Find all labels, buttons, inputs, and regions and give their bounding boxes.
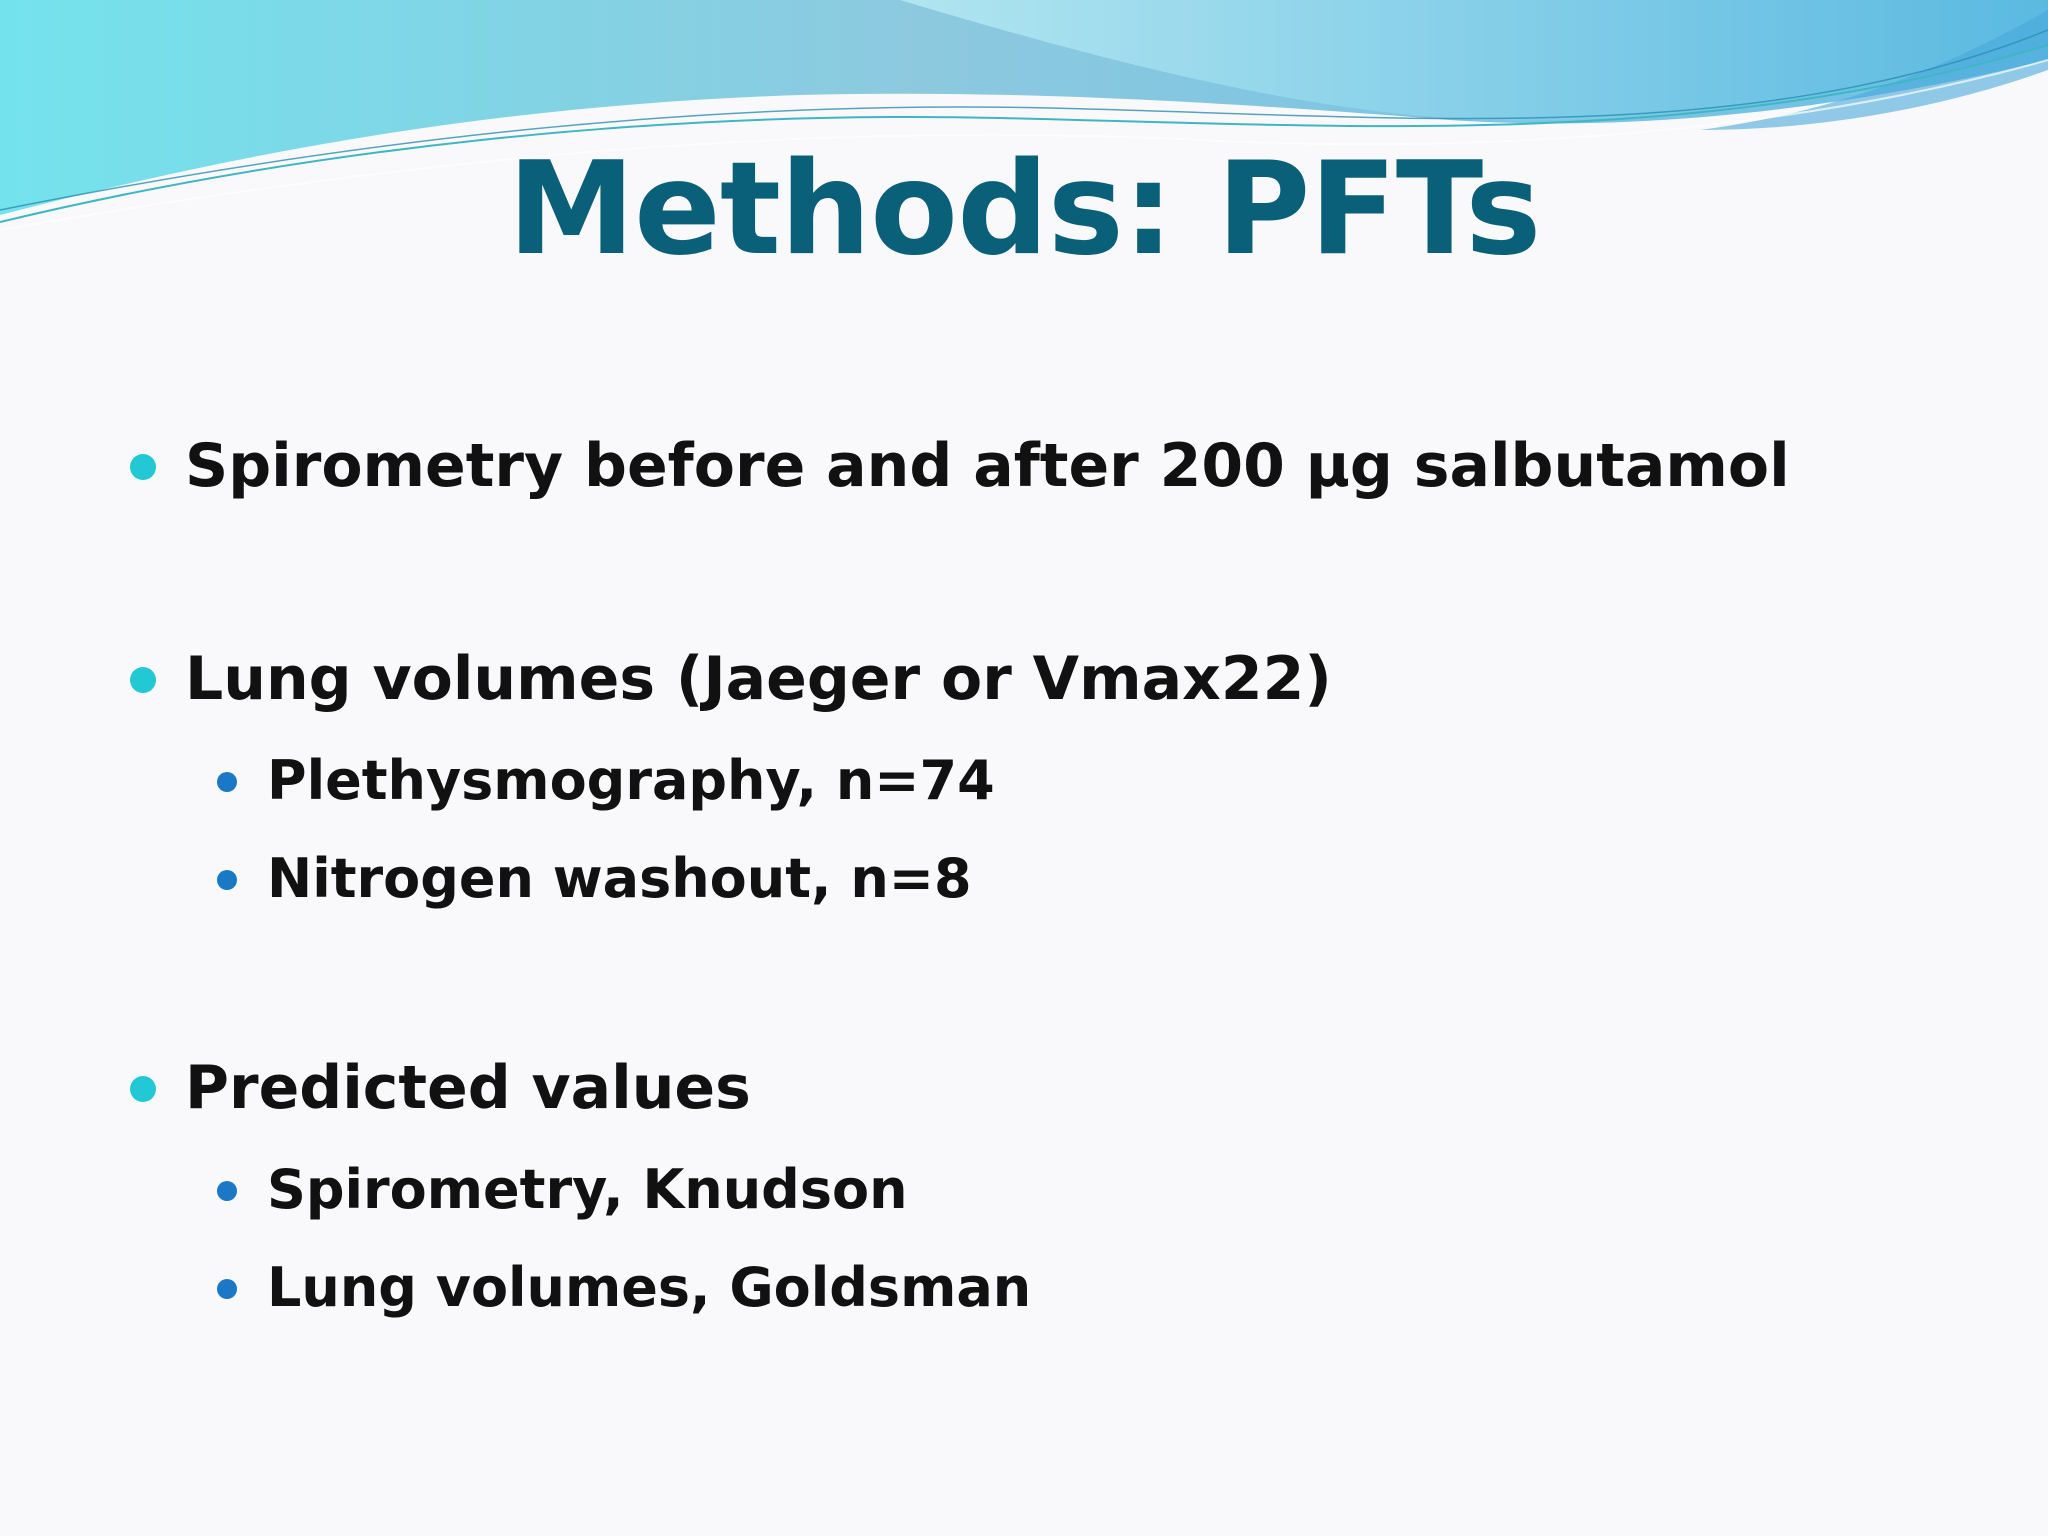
sub-bullet-item — [267, 748, 995, 814]
bullet-item — [185, 430, 1790, 502]
bullet-text: Spirometry before and after 200 µg salbutamol — [185, 431, 1790, 501]
sub-bullet-dot-icon — [217, 1279, 237, 1299]
bullet-dot-icon — [130, 1076, 156, 1102]
bullet-item — [185, 1052, 751, 1124]
sub-bullet-text: Plethysmography, n=74 — [267, 749, 995, 812]
sub-bullet-dot-icon — [217, 870, 237, 890]
sub-bullet-text: Lung volumes, Goldsman — [267, 1256, 1032, 1319]
bullet-dot-icon — [130, 667, 156, 693]
sub-bullet-item — [267, 846, 972, 912]
sub-bullet-item — [267, 1157, 908, 1223]
sub-bullet-dot-icon — [217, 772, 237, 792]
bullet-text: Predicted values — [185, 1053, 751, 1123]
sub-bullet-item — [267, 1255, 1031, 1321]
bullet-dot-icon — [130, 454, 156, 480]
bullet-item — [185, 643, 1332, 715]
sub-bullet-text: Spirometry, Knudson — [267, 1158, 908, 1221]
bullet-text: Lung volumes (Jaeger or Vmax22) — [185, 644, 1332, 714]
sub-bullet-dot-icon — [217, 1181, 237, 1201]
slide-title: Methods: PFTs — [507, 135, 1541, 284]
sub-bullet-text: Nitrogen washout, n=8 — [267, 847, 972, 910]
